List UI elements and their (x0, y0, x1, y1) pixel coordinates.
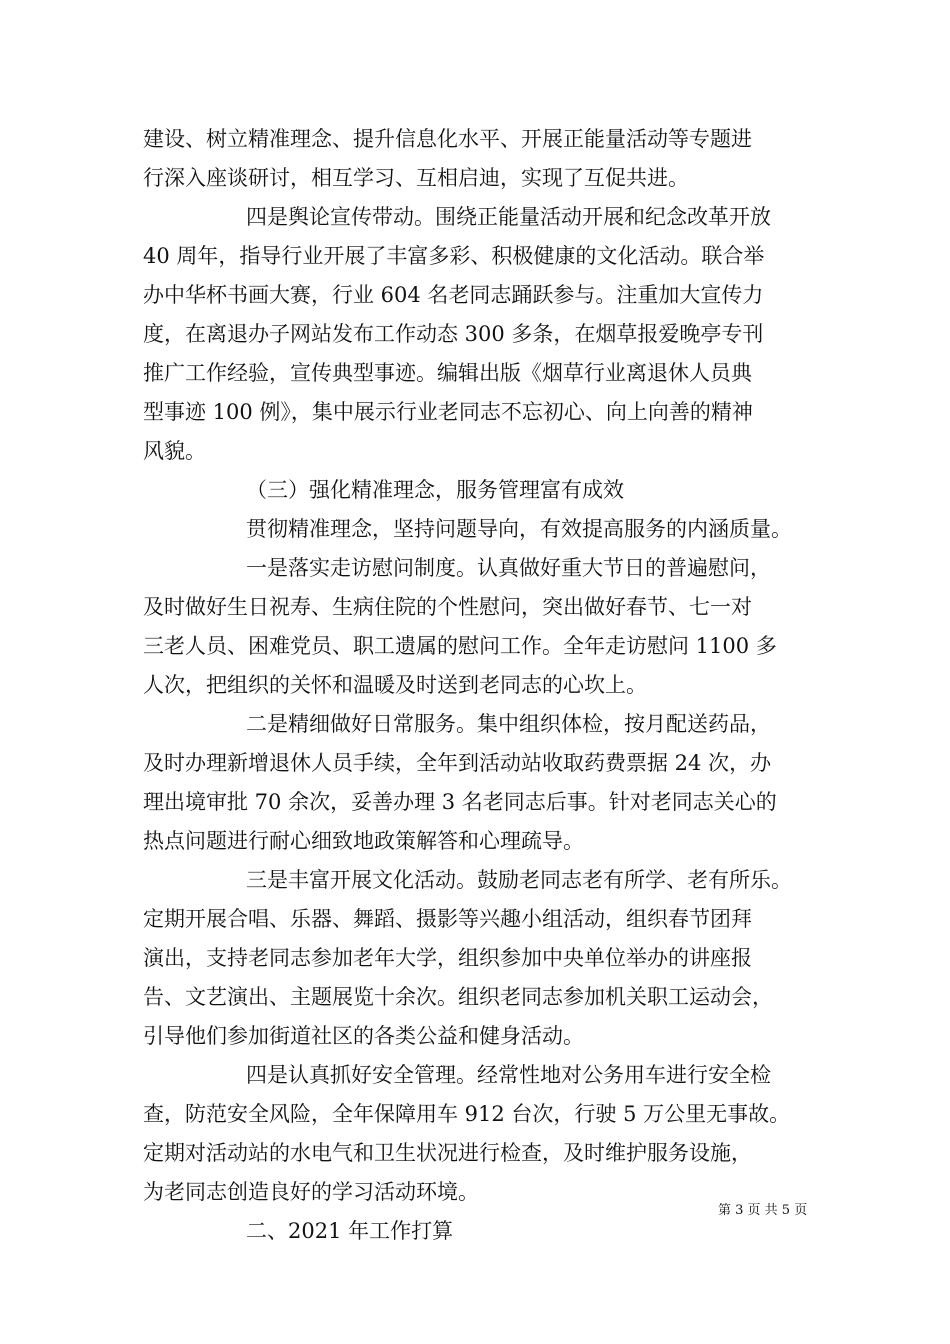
text-line: 定期对活动站的水电气和卫生状况进行检查，及时维护服务设施， (143, 1141, 752, 1165)
text-line: 人次，把组织的关怀和温暖及时送到老同志的心坎上。 (143, 673, 647, 697)
paragraph-start-line: 二是精细做好日常服务。集中组织体检，按月配送药品， (246, 712, 771, 736)
paragraph-start-line: 三是丰富开展文化活动。鼓励老同志老有所学、老有所乐。 (246, 868, 792, 892)
text-line: 建设、树立精准理念、提升信息化水平、开展正能量活动等专题进 (143, 127, 752, 151)
text-line: 推广工作经验，宣传典型事迹。编辑出版《烟草行业离退休人员典 (143, 361, 752, 385)
text-line: 行深入座谈研讨，相互学习、互相启迪，实现了互促共进。 (143, 166, 689, 190)
text-line: 办中华杯书画大赛，行业 604 名老同志踊跃参与。注重加大宣传力 (143, 283, 764, 307)
section-heading: 二、2021 年工作打算 (246, 1219, 454, 1243)
text-line: 三老人员、困难党员、职工遗属的慰问工作。全年走访慰问 1100 多 (143, 634, 777, 658)
text-line: 热点问题进行耐心细致地政策解答和心理疏导。 (143, 829, 584, 853)
text-line: 理出境审批 70 余次，妥善办理 3 名老同志后事。针对老同志关心的 (143, 790, 777, 814)
paragraph-start-line: 贯彻精准理念，坚持问题导向，有效提高服务的内涵质量。 (246, 517, 792, 541)
section-heading: （三）强化精准理念，服务管理富有成效 (246, 478, 624, 502)
text-line: 及时做好生日祝寿、生病住院的个性慰问，突出做好春节、七一对 (143, 595, 752, 619)
text-line: 风貌。 (143, 439, 206, 463)
text-line: 度，在离退办子网站发布工作动态 300 多条，在烟草报爱晚亭专刊 (143, 322, 764, 346)
text-line: 定期开展合唱、乐器、舞蹈、摄影等兴趣小组活动，组织春节团拜 (143, 907, 752, 931)
text-line: 告、文艺演出、主题展览十余次。组织老同志参加机关职工运动会， (143, 985, 773, 1009)
text-line: 为老同志创造良好的学习活动环境。 (143, 1180, 479, 1204)
text-line: 及时办理新增退休人员手续，全年到活动站收取药费票据 24 次，办 (143, 751, 772, 775)
page-number: 第 3 页 共 5 页 (718, 1203, 808, 1218)
paragraph-start-line: 四是认真抓好安全管理。经常性地对公务用车进行安全检 (246, 1063, 771, 1087)
paragraph-start-line: 四是舆论宣传带动。围绕正能量活动开展和纪念改革开放 (246, 205, 771, 229)
paragraph-start-line: 一是落实走访慰问制度。认真做好重大节日的普遍慰问， (246, 556, 771, 580)
text-line: 引导他们参加街道社区的各类公益和健身活动。 (143, 1024, 584, 1048)
text-line: 查，防范安全风险，全年保障用车 912 台次，行驶 5 万公里无事故。 (143, 1102, 791, 1126)
text-line: 40 周年，指导行业开展了丰富多彩、积极健康的文化活动。联合举 (143, 244, 765, 268)
text-line: 演出，支持老同志参加老年大学，组织参加中央单位举办的讲座报 (143, 946, 752, 970)
text-line: 型事迹 100 例》，集中展示行业老同志不忘初心、向上向善的精神 (143, 400, 753, 424)
